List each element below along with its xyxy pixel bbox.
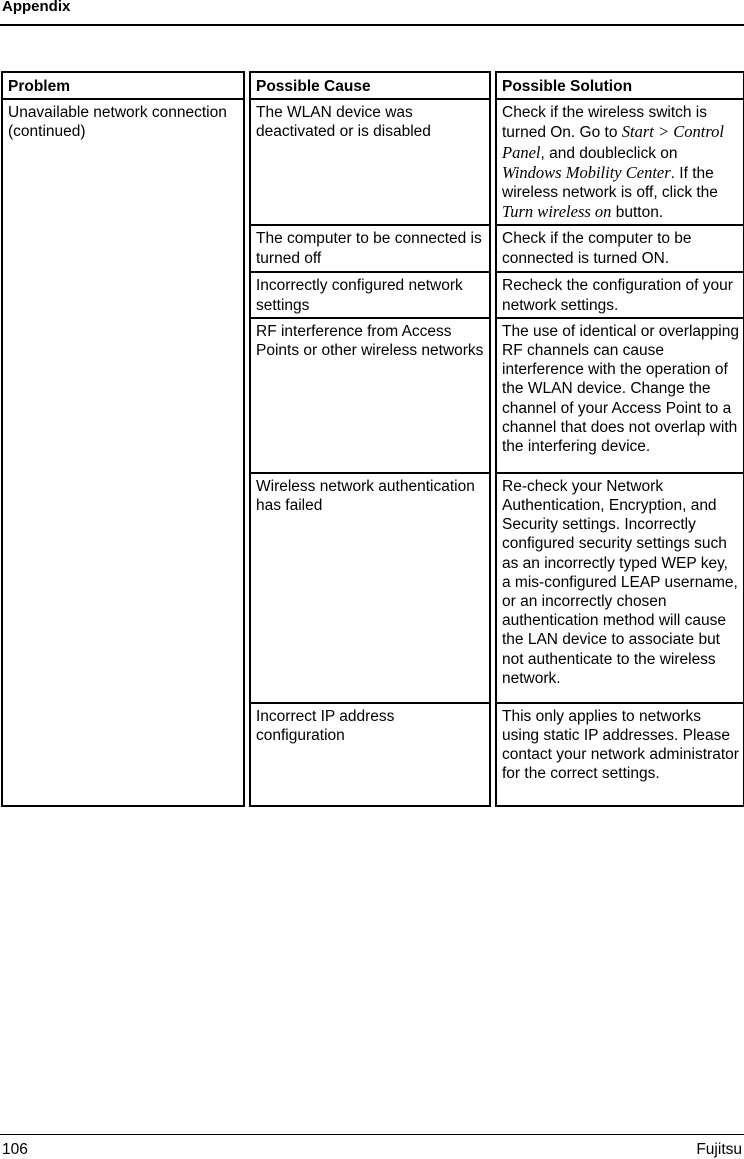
cause-cell: Incorrectly configured network settings [250, 272, 490, 317]
header-rule [0, 24, 744, 26]
cause-cell: Incorrect IP address configuration [250, 703, 490, 806]
page-number: 106 [2, 1141, 28, 1158]
troubleshooting-table [1, 71, 744, 807]
column-header-cause: Possible Cause [250, 72, 490, 99]
column-header-problem: Problem [2, 72, 244, 99]
solution-cell: Check if the computer to be connected is turned ON. [496, 225, 744, 272]
footer-brand: Fujitsu [696, 1141, 742, 1158]
solution-cell: Check if the wireless switch is turned On. Go to Start > Control Panel, and doubleclick on Windows Mobility Center. If the wireless network is off, click the Turn wireless on button. [496, 99, 744, 225]
cause-cell: RF interference from Access Points or other wireless networks [250, 318, 490, 473]
cause-cell: The WLAN device was deactivated or is disabled [250, 99, 490, 225]
footer-rule [0, 1134, 744, 1135]
table-row [2, 99, 744, 225]
cause-cell: The computer to be connected is turned off [250, 225, 490, 272]
cause-cell: Wireless network authentication has failed [250, 473, 490, 703]
menu-path-mobility-center: Windows Mobility Center [502, 162, 671, 182]
column-header-solution: Possible Solution [496, 72, 744, 99]
menu-path-turn-wireless-on: Turn wireless on [502, 202, 612, 222]
solution-cell: Recheck the configuration of your network settings. [496, 272, 744, 317]
menu-path-start-control-panel: Start > Control Panel [502, 122, 724, 162]
solution-cell: The use of identical or overlapping RF channels can cause interference with the operation of the WLAN device. Change the channel of your Access Point to a channel that does not overlap with the interfering device. [496, 318, 744, 473]
solution-cell: This only applies to networks using static IP addresses. Please contact your network administrator for the correct settings. [496, 703, 744, 806]
problem-cell: Unavailable network connection (continued) [2, 99, 244, 806]
solution-cell: Re-check your Network Authentication, Encryption, and Security settings. Incorrectly configured security settings such as an incorrectly typed WEP key, a mis-configured LEAP username, or an incorrectly chosen authentication method will cause the LAN device to associate but not authenticate to the wireless network. [496, 473, 744, 703]
section-title: Appendix [2, 0, 71, 15]
table-header-row [2, 72, 744, 99]
